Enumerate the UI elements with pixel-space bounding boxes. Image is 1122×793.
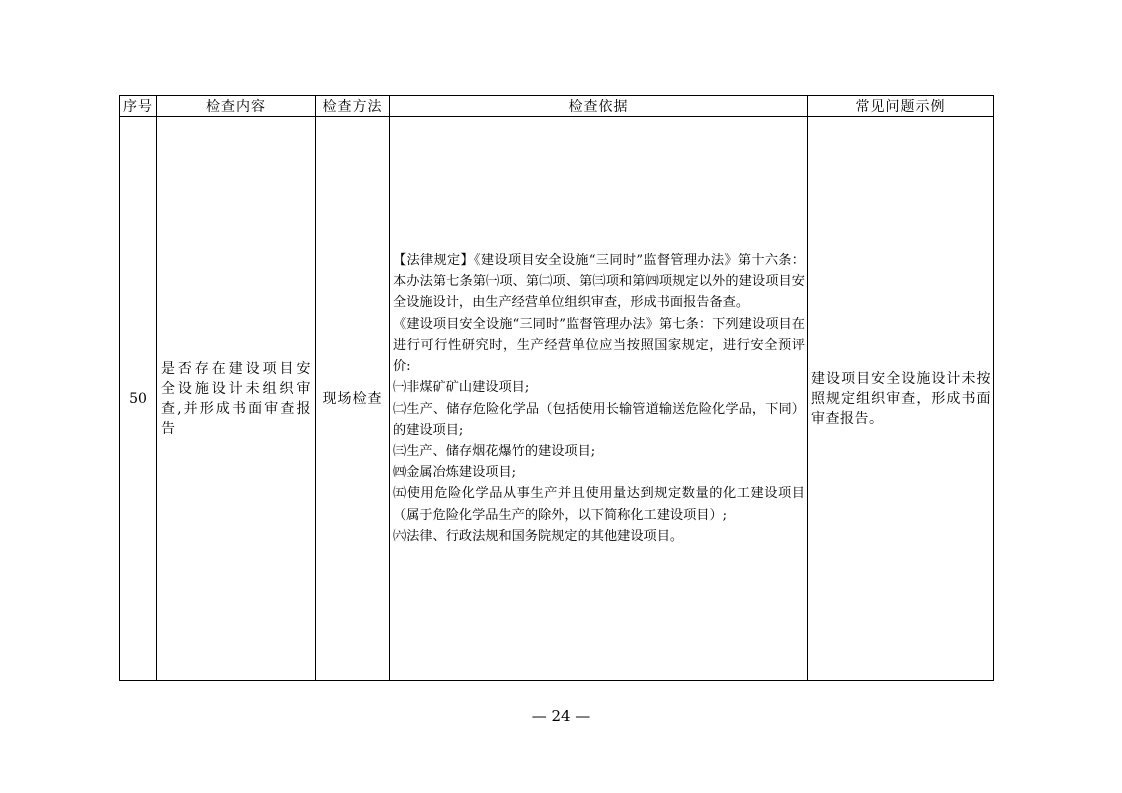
row-content: 是否存在建设项目安全设施设计未组织审查,并形成书面审查报告 (157, 117, 316, 681)
basis-paragraph: 《建设项目安全设施“三同时”监督管理办法》第七条：下列建设项目在进行可行性研究时，生产经营单位应当按照国家规定，进行安全预评价: (393, 316, 805, 375)
table-row (120, 117, 994, 681)
row-example: 建设项目安全设施设计未按照规定组织审查，形成书面审查报告。 (808, 117, 994, 681)
basis-list-item: ㈤使用危险化学品从事生产并且使用量达到规定数量的化工建设项目（属于危险化学品生产的除外，以下简称化工建设项目）; (393, 486, 805, 523)
header-basis: 检查依据 (390, 96, 808, 117)
row-method: 现场检查 (316, 117, 390, 681)
header-content: 检查内容 (157, 96, 316, 117)
basis-list-item: ㈥法律、行政法规和国务院规定的其他建设项目。 (393, 528, 684, 544)
basis-list-item: ㈣金属冶炼建设项目; (393, 465, 517, 481)
basis-list-item: ㈢生产、储存烟花爆竹的建设项目; (393, 443, 596, 459)
basis-list-item: ㈠非煤矿矿山建设项目; (393, 380, 530, 396)
header-example: 常见问题示例 (808, 96, 994, 117)
row-basis (390, 117, 808, 681)
table-header-row (120, 96, 994, 117)
basis-list-item: ㈡生产、储存危险化学品（包括使用长输管道输送危险化学品，下同）的建设项目; (393, 401, 805, 438)
row-number: 50 (120, 117, 157, 681)
header-number: 序号 (120, 96, 157, 117)
basis-paragraph: 【法律规定】《建设项目安全设施“三同时”监督管理办法》第十六条：本办法第七条第㈠项、第㈡项、第㈢项和第㈣项规定以外的建设项目安全设施设计，由生产经营单位组织审查，形成书面报告备查。 (393, 253, 805, 311)
inspection-table (119, 95, 994, 681)
page-number: — 24 — (531, 707, 591, 725)
header-method: 检查方法 (316, 96, 390, 117)
